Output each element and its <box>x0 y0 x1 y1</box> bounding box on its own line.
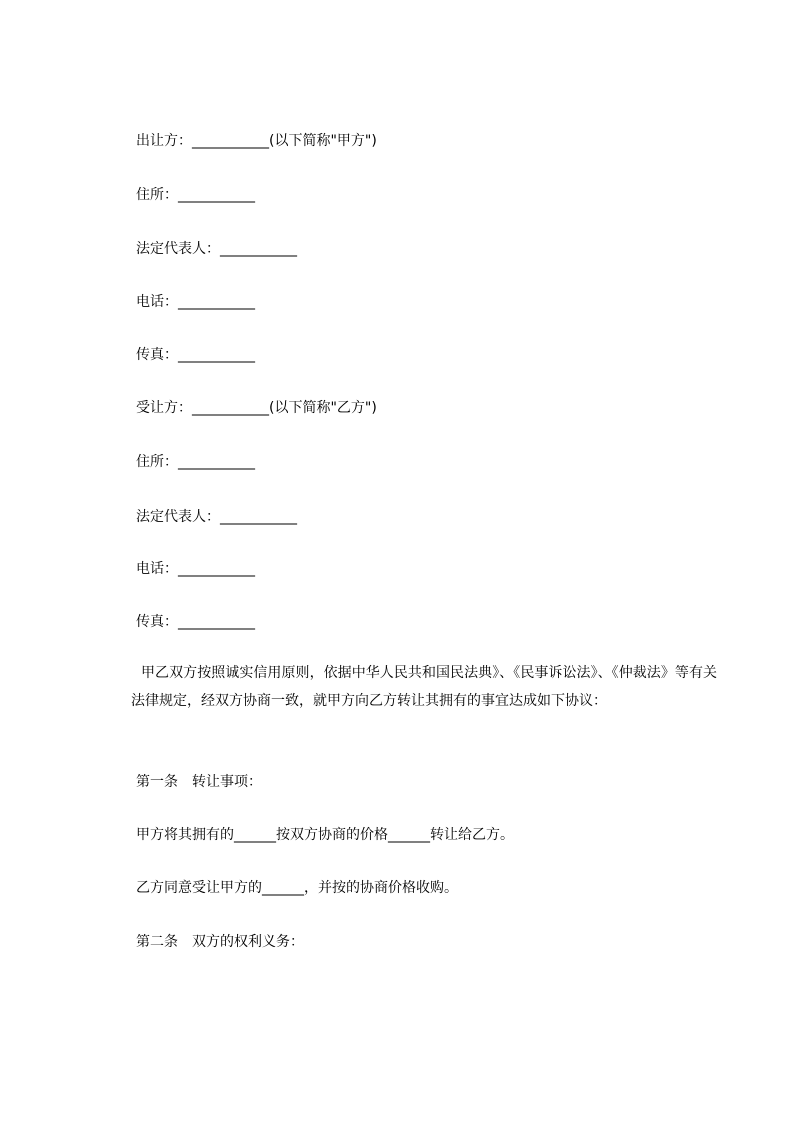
article-1-clause-2: 乙方同意受让甲方的______，并按的协商价格收购。 <box>136 880 458 896</box>
transferee-address-line: 住所：___________ <box>136 454 255 470</box>
transferor-fax-line: 传真：___________ <box>136 347 255 363</box>
preamble-paragraph: 甲乙双方按照诚实信用原则，依据中华人民共和国民法典》、《民事诉讼法》、《仲裁法》等有关法律规定，经双方协商一致，就甲方向乙方转让其拥有的事宜达成如下协议： <box>131 665 717 709</box>
transferee-legal-rep-line: 法定代表人：___________ <box>136 509 297 525</box>
transferee-line: 受让方：___________(以下简称"乙方") <box>136 400 377 416</box>
article-2-title: 第二条 双方的权利义务： <box>136 934 304 950</box>
article-1-title: 第一条 转让事项： <box>136 774 262 790</box>
transferor-legal-rep-line: 法定代表人：___________ <box>136 241 297 257</box>
transferor-line: 出让方：___________(以下简称"甲方") <box>136 133 377 149</box>
transferee-fax-line: 传真：___________ <box>136 614 255 630</box>
transferor-address-line: 住所：___________ <box>136 187 255 203</box>
transferee-phone-line: 电话：___________ <box>136 561 255 577</box>
article-1-clause-1: 甲方将其拥有的______按双方协商的价格______转让给乙方。 <box>136 827 514 843</box>
transferor-phone-line: 电话：___________ <box>136 294 255 310</box>
